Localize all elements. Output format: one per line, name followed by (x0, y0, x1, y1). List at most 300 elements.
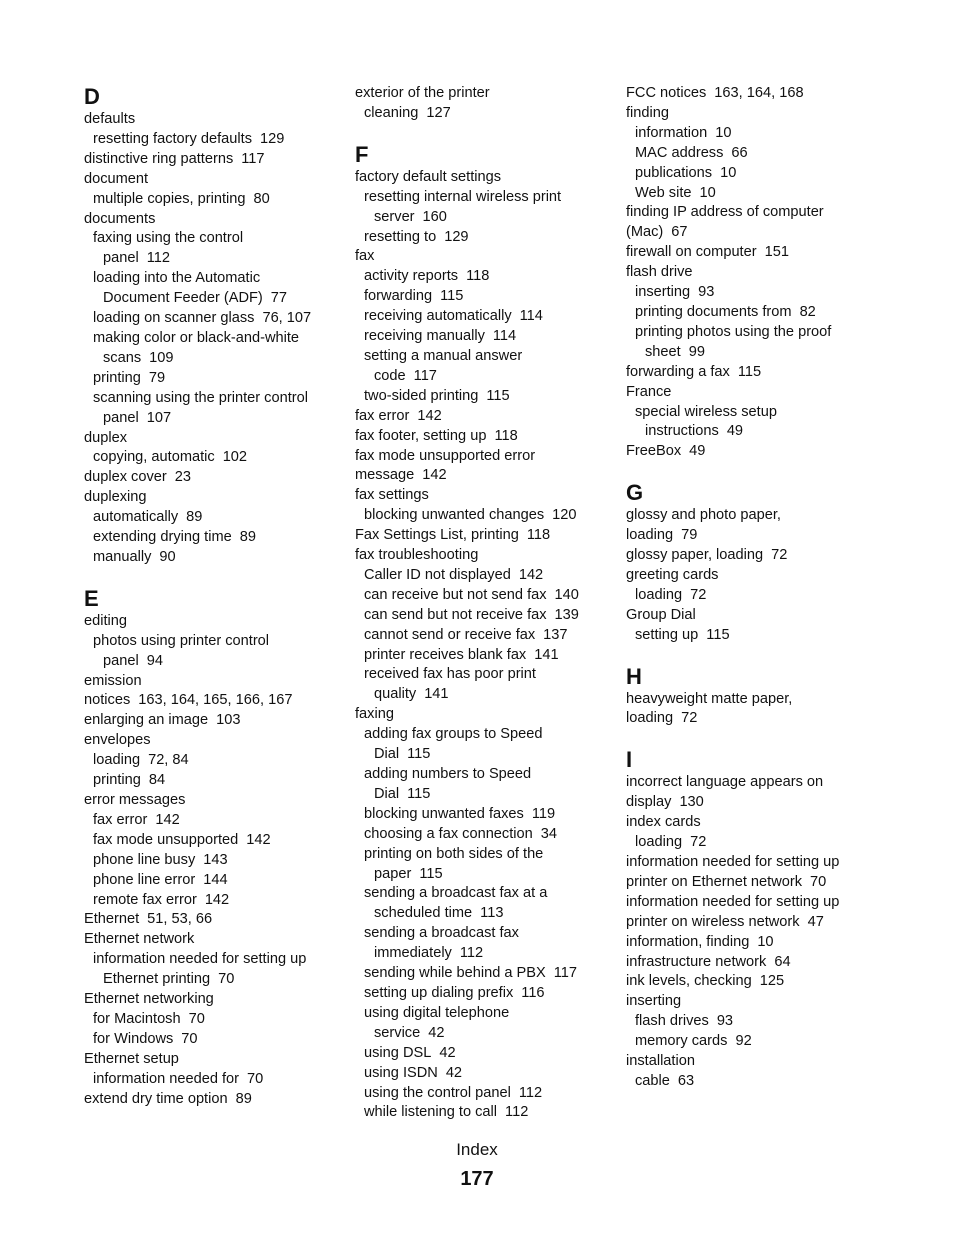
entry-text: manually (93, 548, 152, 565)
index-entry (626, 933, 888, 953)
entry-page-numbers: 114 (492, 328, 517, 345)
entry-text: sheet (645, 343, 681, 360)
index-entry (84, 791, 346, 811)
index-subentry (355, 387, 617, 407)
index-subentry (626, 124, 888, 144)
entry-page-numbers: 139 (554, 606, 579, 623)
index-entry (626, 84, 888, 104)
entry-page-numbers: 112 (459, 945, 484, 962)
index-subentry (626, 422, 888, 442)
index-entry (626, 606, 888, 626)
index-subentry (84, 349, 346, 369)
entry-text: service (374, 1024, 421, 1041)
entry-text: activity reports (364, 268, 459, 285)
entry-text: emission (84, 672, 142, 689)
index-letter-heading: D (84, 84, 100, 109)
entry-text: distinctive ring patterns (84, 150, 234, 167)
entry-text: printing photos using the proof (635, 323, 832, 340)
entry-page-numbers: 118 (526, 527, 551, 544)
entry-page-numbers: 70 (181, 1030, 198, 1047)
entry-page-numbers: 10 (715, 124, 732, 141)
entry-text: Ethernet setup (84, 1050, 179, 1067)
index-subentry (84, 249, 346, 269)
entry-page-numbers: 142 (422, 467, 447, 484)
entry-text: flash drives (635, 1013, 709, 1030)
entry-text: printing (93, 369, 141, 386)
index-subentry (355, 1024, 617, 1044)
entry-text: incorrect language appears on (626, 774, 824, 791)
index-column-3 (626, 84, 888, 1092)
index-subentry (626, 403, 888, 423)
entry-text: Fax Settings List, printing (355, 527, 519, 544)
entry-text: scheduled time (374, 905, 473, 922)
index-letter-heading: E (84, 585, 99, 611)
index-subentry (84, 269, 346, 289)
entry-text: can receive but not send fax (364, 586, 547, 603)
entry-text: index cards (626, 814, 701, 831)
entry-text: received fax has poor print (364, 666, 536, 683)
index-entry (626, 773, 888, 793)
index-subentry (626, 283, 888, 303)
index-subentry (84, 508, 346, 528)
entry-text: defaults (84, 111, 136, 127)
entry-text: printing documents from (635, 303, 792, 320)
index-subentry (355, 208, 617, 228)
entry-text: forwarding (364, 288, 433, 305)
entry-page-numbers: 42 (445, 1064, 463, 1081)
index-subentry (355, 805, 617, 825)
index-subentry (355, 646, 617, 666)
entry-text: finding IP address of computer (626, 204, 824, 221)
index-subentry (355, 327, 617, 347)
index-subentry (84, 771, 346, 791)
index-entry (626, 873, 888, 893)
index-entry (626, 953, 888, 973)
entry-text: finding (626, 104, 670, 121)
entry-text: instructions (645, 423, 719, 440)
entry-text: sending a broadcast fax (364, 925, 519, 942)
index-subentry (84, 831, 346, 851)
entry-text: factory default settings (355, 168, 502, 185)
index-entry (626, 506, 888, 526)
index-entry (84, 210, 346, 230)
index-subentry (355, 964, 617, 984)
index-section (84, 586, 346, 1110)
entry-page-numbers: 107 (146, 409, 172, 426)
entry-page-numbers: 112 (505, 1104, 529, 1121)
entry-text: resetting factory defaults (93, 130, 252, 147)
index-subentry (355, 287, 617, 307)
entry-text: setting up (635, 626, 699, 643)
entry-text: photos using printer control (93, 632, 270, 649)
entry-page-numbers: 151 (764, 244, 789, 261)
entry-text: for Macintosh (93, 1010, 181, 1027)
entry-page-numbers: 130 (679, 794, 704, 811)
index-entry (84, 930, 346, 950)
index-subentry (84, 970, 346, 990)
entry-text: ink levels, checking (626, 973, 752, 990)
index-entry (626, 363, 888, 383)
entry-page-numbers: 117 (413, 367, 437, 384)
entry-text: sending while behind a PBX (364, 965, 546, 982)
index-subentry (84, 811, 346, 831)
entry-text: fax mode unsupported (93, 831, 239, 848)
footer-page-number: 177 (460, 1168, 494, 1190)
entry-text: scans (103, 349, 142, 366)
entry-page-numbers: 89 (239, 529, 256, 546)
entry-text: heavyweight matte paper, (626, 690, 793, 707)
entry-page-numbers: 115 (407, 785, 431, 802)
index-subentry (355, 506, 617, 526)
index-subentry (626, 626, 888, 646)
entry-page-numbers: 142 (246, 831, 271, 848)
index-entry (355, 466, 617, 486)
index-subentry (355, 924, 617, 944)
index-entry (84, 731, 346, 751)
entry-text: memory cards (635, 1033, 728, 1050)
entry-text: for Windows (93, 1030, 174, 1047)
entry-text: forwarding a fax (626, 363, 730, 380)
entry-page-numbers: 92 (735, 1033, 752, 1050)
entry-text: faxing (355, 706, 394, 723)
entry-text: Web site (635, 184, 692, 201)
entry-text: loading on scanner glass (93, 310, 255, 327)
entry-page-numbers: 144 (203, 871, 228, 888)
index-entry (355, 486, 617, 506)
entry-text: special wireless setup (635, 403, 777, 420)
entry-text: cannot send or receive fax (364, 626, 536, 643)
index-subentry (84, 229, 346, 249)
entry-text: Document Feeder (ADF) (103, 290, 263, 307)
entry-text: information needed for setting up (626, 893, 840, 910)
entry-page-numbers: 127 (426, 104, 451, 121)
entry-text: Ethernet network (84, 931, 195, 948)
index-subentry (355, 685, 617, 705)
entry-page-numbers: 23 (174, 469, 191, 486)
index-subentry (84, 289, 346, 309)
index-subentry (626, 1012, 888, 1032)
entry-page-numbers: 76, 107 (262, 310, 312, 327)
index-entry (355, 427, 617, 447)
entry-page-numbers: 116 (521, 984, 545, 1001)
index-subentry (84, 548, 346, 568)
index-subentry (355, 188, 617, 208)
index-subentry (84, 1030, 346, 1050)
index-subentry (626, 1072, 888, 1092)
index-entry (626, 442, 888, 462)
index-entry (84, 691, 346, 711)
entry-page-numbers: 93 (698, 284, 715, 301)
entry-text: panel (103, 652, 139, 669)
entry-page-numbers: 51, 53, 66 (147, 911, 213, 928)
entry-text: fax error (355, 407, 410, 424)
entry-text: publications (635, 164, 713, 181)
entry-text: installation (626, 1053, 695, 1070)
entry-text: printing (93, 772, 141, 789)
index-subentry (84, 369, 346, 389)
entry-text: display (626, 794, 672, 811)
entry-page-numbers: 120 (552, 507, 577, 524)
index-entry (626, 813, 888, 833)
footer-section-title: Index (456, 1140, 498, 1159)
index-subentry (84, 329, 346, 349)
entry-text: cable (635, 1072, 670, 1089)
entry-text: documents (84, 210, 156, 227)
index-entry (355, 84, 617, 104)
entry-text: printer on wireless network (626, 913, 800, 930)
index-letter-heading: F (355, 141, 369, 167)
index-subentry (84, 389, 346, 409)
entry-page-numbers: 115 (419, 865, 443, 882)
entry-page-numbers: 72 (771, 547, 788, 564)
entry-text: setting a manual answer (364, 347, 523, 364)
index-subentry (626, 323, 888, 343)
entry-text: information (635, 124, 708, 141)
index-entry (626, 566, 888, 586)
index-entry (84, 990, 346, 1010)
index-entry (84, 110, 346, 130)
index-entry (626, 223, 888, 243)
entry-text: using ISDN (364, 1064, 438, 1081)
index-entry (84, 488, 346, 508)
entry-page-numbers: 142 (518, 566, 544, 583)
entry-text: extending drying time (93, 529, 232, 546)
entry-text: Dial (374, 785, 400, 802)
index-subentry (355, 1064, 617, 1084)
entry-page-numbers: 137 (543, 626, 568, 643)
index-subentry (626, 184, 888, 204)
entry-text: France (626, 383, 672, 400)
index-subentry (84, 528, 346, 548)
entry-page-numbers: 89 (186, 509, 203, 526)
index-entry (84, 1090, 346, 1110)
index-entry (84, 711, 346, 731)
entry-text: choosing a fax connection (364, 825, 533, 842)
entry-text: resetting to (364, 228, 437, 245)
index-subentry (84, 309, 346, 329)
index-entry (355, 546, 617, 566)
entry-text: printer on Ethernet network (626, 873, 803, 890)
entry-text: making color or black-and-white (93, 329, 300, 346)
index-subentry (626, 833, 888, 853)
entry-page-numbers: 79 (681, 527, 698, 544)
index-subentry (355, 586, 617, 606)
index-entry (626, 383, 888, 403)
index-entry (626, 913, 888, 933)
entry-page-numbers: 80 (253, 190, 270, 207)
index-entry (626, 203, 888, 223)
entry-page-numbers: 143 (203, 851, 228, 868)
entry-page-numbers: 114 (519, 308, 543, 325)
index-entry (355, 168, 617, 188)
entry-text: firewall on computer (626, 244, 757, 261)
index-entry (355, 247, 617, 267)
entry-page-numbers: 10 (699, 184, 716, 201)
index-subentry (355, 765, 617, 785)
entry-text: paper (374, 865, 412, 882)
entry-page-numbers: 84 (148, 772, 166, 789)
index-subentry (355, 1084, 617, 1104)
entry-text: printer receives blank fax (364, 646, 527, 663)
entry-text: loading (635, 834, 683, 851)
entry-page-numbers: 79 (148, 369, 166, 386)
index-subentry (84, 851, 346, 871)
index-section (626, 747, 888, 1092)
entry-text: loading (626, 527, 674, 544)
entry-page-numbers: 140 (554, 586, 579, 603)
entry-page-numbers: 163, 164, 165, 166, 167 (138, 692, 293, 709)
entry-text: FCC notices (626, 85, 707, 101)
entry-page-numbers: 117 (241, 150, 265, 167)
index-subentry (355, 825, 617, 845)
entry-page-numbers: 115 (706, 626, 730, 643)
index-entry (355, 526, 617, 546)
entry-text: fax settings (355, 487, 429, 504)
entry-text: can send but not receive fax (364, 606, 547, 623)
entry-text: message (355, 467, 415, 484)
entry-text: using DSL (364, 1044, 432, 1061)
index-section (84, 84, 346, 568)
index-entry (626, 526, 888, 546)
index-subentry (355, 884, 617, 904)
index-subentry (355, 104, 617, 124)
entry-text: notices (84, 692, 131, 709)
entry-text: fax (355, 248, 375, 265)
index-subentry (355, 984, 617, 1004)
index-entry (626, 793, 888, 813)
entry-text: scanning using the printer control (93, 389, 308, 406)
entry-text: editing (84, 612, 128, 629)
index-entry (626, 1052, 888, 1072)
entry-page-numbers: 125 (759, 973, 785, 990)
index-entry (84, 150, 346, 170)
entry-text: remote fax error (93, 891, 197, 908)
index-subentry (355, 665, 617, 685)
entry-page-numbers: 10 (720, 164, 737, 181)
index-entry (626, 263, 888, 283)
index-subentry (626, 303, 888, 323)
index-subentry (355, 1044, 617, 1064)
index-letter-heading: G (626, 480, 644, 506)
entry-text: FreeBox (626, 443, 682, 460)
index-subentry (84, 950, 346, 970)
entry-page-numbers: 49 (689, 443, 706, 460)
entry-text: infrastructure network (626, 953, 767, 970)
entry-text: printing on both sides of the (364, 845, 544, 862)
index-entry (626, 243, 888, 263)
entry-page-numbers: 49 (726, 423, 744, 440)
index-entry (626, 853, 888, 873)
entry-page-numbers: 115 (486, 387, 510, 404)
entry-page-numbers: 34 (540, 825, 557, 842)
index-subentry (84, 751, 346, 771)
entry-text: two-sided printing (364, 387, 479, 404)
entry-text: loading (93, 752, 141, 769)
entry-text: using digital telephone (364, 1004, 510, 1021)
index-section (626, 480, 888, 645)
index-subentry (84, 871, 346, 891)
entry-text: using the control panel (364, 1084, 511, 1101)
entry-page-numbers: 142 (417, 407, 442, 424)
index-subentry (84, 652, 346, 672)
entry-text: fax footer, setting up (355, 427, 487, 444)
entry-text: document (84, 170, 149, 187)
index-subentry (355, 1004, 617, 1024)
entry-text: immediately (374, 945, 452, 962)
index-subentry (355, 944, 617, 964)
entry-page-numbers: 77 (270, 290, 288, 307)
index-letter-heading: H (626, 663, 642, 689)
entry-page-numbers: 47 (807, 913, 824, 930)
index-subentry (84, 409, 346, 429)
entry-text: (Mac) (626, 224, 664, 241)
index-subentry (626, 164, 888, 184)
index-entry (355, 705, 617, 725)
entry-text: phone line busy (93, 851, 196, 868)
entry-text: setting up dialing prefix (364, 984, 514, 1001)
index-subentry (355, 785, 617, 805)
entry-text: error messages (84, 792, 186, 808)
index-subentry (355, 228, 617, 248)
index-entry (84, 612, 346, 632)
index-subentry (84, 190, 346, 210)
entry-page-numbers: 113 (480, 905, 504, 922)
index-entry (626, 690, 888, 710)
index-subentry (626, 343, 888, 363)
entry-text: MAC address (635, 144, 724, 161)
entry-text: Dial (374, 746, 400, 763)
entry-text: fax troubleshooting (355, 547, 479, 564)
entry-text: phone line error (93, 871, 196, 888)
index-section (626, 84, 888, 462)
entry-page-numbers: 142 (155, 811, 180, 828)
index-subentry (84, 1010, 346, 1030)
entry-page-numbers: 64 (774, 953, 791, 970)
entry-text: panel (103, 409, 139, 426)
entry-text: multiple copies, printing (93, 190, 246, 207)
entry-text: server (374, 208, 415, 225)
entry-text: sending a broadcast fax at a (364, 885, 548, 902)
index-entry (355, 407, 617, 427)
entry-text: code (374, 367, 406, 384)
entry-text: duplex cover (84, 469, 167, 486)
entry-page-numbers: 118 (494, 427, 518, 444)
index-letter-heading: I (626, 747, 633, 773)
entry-text: receiving automatically (364, 308, 512, 325)
index-subentry (84, 448, 346, 468)
entry-page-numbers: 112 (518, 1084, 543, 1101)
entry-page-numbers: 42 (428, 1024, 445, 1041)
entry-page-numbers: 82 (799, 303, 816, 320)
index-section (355, 84, 617, 124)
index-subentry (355, 267, 617, 287)
entry-page-numbers: 70 (188, 1010, 205, 1027)
entry-text: glossy and photo paper, (626, 507, 781, 524)
entry-text: duplexing (84, 489, 147, 506)
index-entry (626, 104, 888, 124)
entry-text: loading (635, 586, 683, 603)
entry-page-numbers: 141 (534, 646, 559, 663)
entry-page-numbers: 10 (757, 933, 774, 950)
index-subentry (355, 626, 617, 646)
entry-page-numbers: 119 (531, 805, 556, 822)
index-entry (84, 1050, 346, 1070)
entry-text: inserting (635, 284, 691, 301)
entry-text: receiving manually (364, 328, 485, 345)
entry-text: loading into the Automatic (93, 270, 261, 287)
index-subentry (355, 845, 617, 865)
entry-page-numbers: 90 (159, 548, 176, 565)
